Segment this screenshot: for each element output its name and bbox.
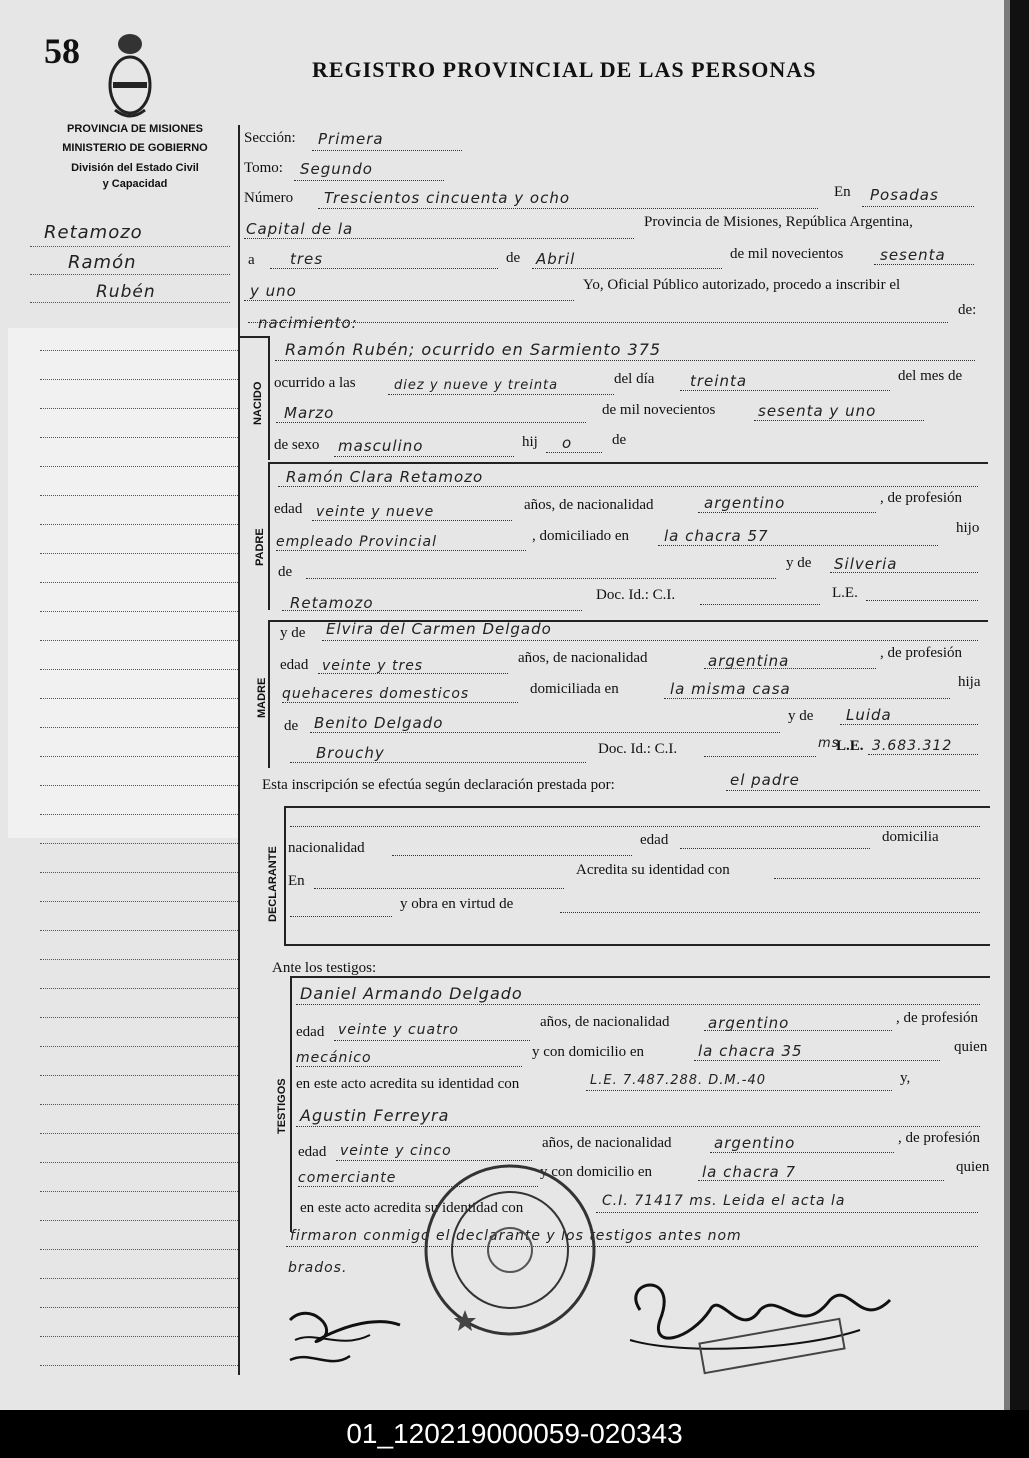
margin-ruled-line <box>40 495 240 496</box>
margin-ruled-line <box>40 727 240 728</box>
del-dia-label: del día <box>614 371 655 387</box>
a-label: a <box>248 252 255 268</box>
provincia-text: Provincia de Misiones, República Argentina, <box>644 214 913 230</box>
t1-quien-label: quien <box>954 1039 988 1055</box>
header-province: PROVINCIA DE MISIONES <box>67 123 203 135</box>
margin-ruled-line <box>40 959 240 960</box>
margin-ruled-line <box>40 1278 240 1279</box>
t1-acredita-label: en este acto acredita su identidad con <box>296 1076 520 1092</box>
margin-ruled-line <box>40 1307 240 1308</box>
madre-nombre-value: Elvira del Carmen Delgado <box>326 620 552 638</box>
margin-ruled-line <box>40 1220 240 1221</box>
oficial-text: Yo, Oficial Público autorizado, procedo a inscribir el <box>583 277 901 293</box>
padre-le-label: L.E. <box>832 585 858 601</box>
madre-madre2-value: Brouchy <box>316 744 385 762</box>
madre-padre-value: Benito Delgado <box>314 714 444 732</box>
madre-dom-label: domiciliada en <box>530 681 619 697</box>
de-mil-label: de mil novecientos <box>730 246 844 262</box>
decl-nac-label: nacionalidad <box>288 840 365 856</box>
madre-le-label: L.E. <box>836 738 864 754</box>
capital-value: Capital de la <box>246 220 354 238</box>
header-ministry: MINISTERIO DE GOBIERNO <box>62 142 208 154</box>
t1-dom-value: la chacra 35 <box>698 1042 803 1060</box>
closing-line2: brados. <box>288 1260 348 1276</box>
madre-prof-value: quehaceres domesticos <box>282 686 470 702</box>
decl-obra-label: y obra en virtud de <box>400 896 514 912</box>
page-edge <box>1004 0 1010 1410</box>
margin-ruled-line <box>40 553 240 554</box>
ante-testigos-label: Ante los testigos: <box>272 960 377 976</box>
padre-prof-value: empleado Provincial <box>276 534 437 550</box>
mes-nac-value: Marzo <box>284 404 335 422</box>
de-label: de <box>506 250 521 266</box>
margin-ruled-line <box>40 524 240 525</box>
t2-quien-label: quien <box>956 1159 990 1175</box>
declarante-value: el padre <box>730 771 800 789</box>
anio1-value: sesenta <box>880 246 946 264</box>
hora-value: diez y nueve y treinta <box>394 378 559 393</box>
margin-ruled-line <box>40 872 240 873</box>
margin-ruled-line <box>40 1365 240 1366</box>
madre-ci-note: ms <box>818 736 840 751</box>
del-mes-label: del mes de <box>898 368 963 384</box>
margin-notes-box <box>8 328 240 838</box>
page-number: 58 <box>44 31 80 71</box>
margin-ruled-line <box>40 611 240 612</box>
decl-edad-label: edad <box>640 832 669 848</box>
margin-ruled-line <box>40 1249 240 1250</box>
madre-edad-label: edad <box>280 657 309 673</box>
t2-acredita-label: en este acto acredita su identidad con <box>300 1200 524 1216</box>
padre-nac-label: años, de nacionalidad <box>524 497 654 513</box>
margin-ruled-line <box>40 1046 240 1047</box>
margin-ruled-line <box>40 843 240 844</box>
t2-nac-value: argentino <box>714 1134 796 1152</box>
padre-yde-label: y de <box>786 555 812 571</box>
t2-prof-label: , de profesión <box>898 1130 981 1146</box>
t2-prof-value: comerciante <box>298 1170 397 1186</box>
t2-id-value: C.I. 71417 ms. Leida el acta la <box>602 1193 846 1209</box>
testigos-side-label: TESTIGOS <box>276 1078 288 1134</box>
seccion-value: Primera <box>318 130 384 148</box>
en-label: En <box>834 184 851 200</box>
padre-doc-label: Doc. Id.: C.I. <box>596 587 676 603</box>
national-coat-of-arms-icon <box>105 30 155 120</box>
sexo-value: masculino <box>338 437 424 455</box>
hij-de-label: de <box>612 432 627 448</box>
madre-de-label: de <box>284 718 299 734</box>
madre-madre-value: Luida <box>846 706 892 724</box>
padre-dom-value: la chacra 57 <box>664 527 769 545</box>
margin-ruled-line <box>40 698 240 699</box>
margin-ruled-line <box>40 1075 240 1076</box>
t1-edad-label: edad <box>296 1024 325 1040</box>
margin-ruled-line <box>40 1133 240 1134</box>
document-title: REGISTRO PROVINCIAL DE LAS PERSONAS <box>312 57 817 82</box>
closing-line1: firmaron conmigo el declarante y los testigos antes nom <box>290 1228 742 1244</box>
madre-yde2-label: y de <box>788 708 814 724</box>
padre-madre-value: Silveria <box>834 555 898 573</box>
madre-le-value: 3.683.312 <box>872 738 953 754</box>
margin-ruled-line <box>40 756 240 757</box>
t1-nac-value: argentino <box>708 1014 790 1032</box>
anio2-value: y uno <box>250 282 297 300</box>
madre-nac-value: argentina <box>708 652 790 670</box>
madre-side-label: MADRE <box>256 677 268 718</box>
anio-nac-value: sesenta y uno <box>758 402 877 420</box>
margin-ruled-line <box>40 1017 240 1018</box>
margin-ruled-line <box>40 379 240 380</box>
madre-dom-value: la misma casa <box>670 680 791 698</box>
padre-prof-label: , de profesión <box>880 490 963 506</box>
seccion-label: Sección: <box>244 130 296 146</box>
t1-id-value: L.E. 7.487.288. D.M.-40 <box>590 1073 767 1088</box>
hij-suffix-value: o <box>562 434 573 452</box>
margin-ruled-line <box>40 814 240 815</box>
numero-value: Trescientos cincuenta y ocho <box>324 189 571 207</box>
madre-prof-label: , de profesión <box>880 645 963 661</box>
nacido-side-label: NACIDO <box>252 381 264 425</box>
t1-prof-label: , de profesión <box>896 1010 979 1026</box>
madre-nac-label: años, de nacionalidad <box>518 650 648 666</box>
margin-ruled-line <box>40 988 240 989</box>
hij-label: hij <box>522 434 538 450</box>
t2-nombre-value: Agustin Ferreyra <box>300 1106 450 1125</box>
margin-ruled-line <box>40 1191 240 1192</box>
padre-hijo-label: hijo <box>956 520 980 536</box>
margin-surname: Retamozo <box>44 222 143 243</box>
padre-edad-label: edad <box>274 501 303 517</box>
de-colon-label: de: <box>958 302 977 318</box>
t1-nombre-value: Daniel Armando Delgado <box>300 984 523 1003</box>
image-identifier: 01_120219000059-020343 <box>0 1410 1029 1458</box>
margin-ruled-line <box>40 785 240 786</box>
padre-edad-value: veinte y nueve <box>316 504 435 520</box>
margin-first-name: Ramón <box>68 252 137 273</box>
margin-ruled-line <box>40 350 240 351</box>
t2-dom-value: la chacra 7 <box>702 1163 796 1181</box>
dia-nac-value: treinta <box>690 372 748 390</box>
dia-value: tres <box>290 250 324 268</box>
madre-edad-value: veinte y tres <box>322 658 424 674</box>
t1-dom-label: y con domicilio en <box>532 1044 645 1060</box>
margin-ruled-line <box>40 582 240 583</box>
declarant-signature <box>280 1290 420 1380</box>
sexo-label: de sexo <box>274 437 320 453</box>
padre-dom-label: , domiciliado en <box>532 528 630 544</box>
madre-hija-label: hija <box>958 674 981 690</box>
t1-y-label: y, <box>900 1070 911 1086</box>
padre-nac-value: argentino <box>704 494 786 512</box>
tomo-label: Tomo: <box>244 160 283 176</box>
en-value: Posadas <box>870 186 939 204</box>
official-seal-stamp <box>420 1160 600 1340</box>
decl-dom-label: domicilia <box>882 829 939 845</box>
margin-second-name: Rubén <box>96 282 156 302</box>
nacido-nombre-value: Ramón Rubén; ocurrido en Sarmiento 375 <box>285 340 662 359</box>
mes-value: Abril <box>536 250 576 268</box>
margin-ruled-line <box>40 901 240 902</box>
padre-nombre-value: Ramón Clara Retamozo <box>286 468 484 486</box>
header-capacity: y Capacidad <box>102 178 168 190</box>
inscripcion-text: Esta inscripción se efectúa según declaración prestada por: <box>262 777 615 793</box>
acta-value: nacimiento: <box>258 314 358 332</box>
madre-doc-label: Doc. Id.: C.I. <box>598 741 678 757</box>
margin-ruled-line <box>40 466 240 467</box>
padre-de-label: de <box>278 564 293 580</box>
numero-label: Número <box>244 190 294 206</box>
margin-ruled-line <box>40 1162 240 1163</box>
margin-ruled-line <box>40 437 240 438</box>
margin-ruled-line <box>40 1104 240 1105</box>
margin-ruled-line <box>40 669 240 670</box>
t2-dom-label: y con domicilio en <box>540 1164 653 1180</box>
margin-ruled-line <box>40 640 240 641</box>
margin-ruled-line <box>40 408 240 409</box>
t1-prof-value: mecánico <box>296 1050 372 1066</box>
t2-edad-label: edad <box>298 1144 327 1160</box>
declarante-side-label: DECLARANTE <box>267 846 279 922</box>
de-mil-nac-label: de mil novecientos <box>602 402 716 418</box>
decl-acredita-label: Acredita su identidad con <box>576 862 730 878</box>
margin-ruled-line <box>40 1336 240 1337</box>
tomo-value: Segundo <box>300 160 373 178</box>
ocurrido-label: ocurrido a las <box>274 375 356 391</box>
padre-madre2-value: Retamozo <box>290 594 374 612</box>
madre-yde-label: y de <box>280 625 306 641</box>
t1-edad-value: veinte y cuatro <box>338 1022 459 1038</box>
margin-ruled-line <box>40 930 240 931</box>
t1-nac-label: años, de nacionalidad <box>540 1014 670 1030</box>
padre-side-label: PADRE <box>254 528 266 566</box>
decl-en-label: En <box>288 873 305 889</box>
header-division: División del Estado Civil <box>71 162 199 174</box>
t2-nac-label: años, de nacionalidad <box>542 1135 672 1151</box>
t2-edad-value: veinte y cinco <box>340 1143 452 1159</box>
